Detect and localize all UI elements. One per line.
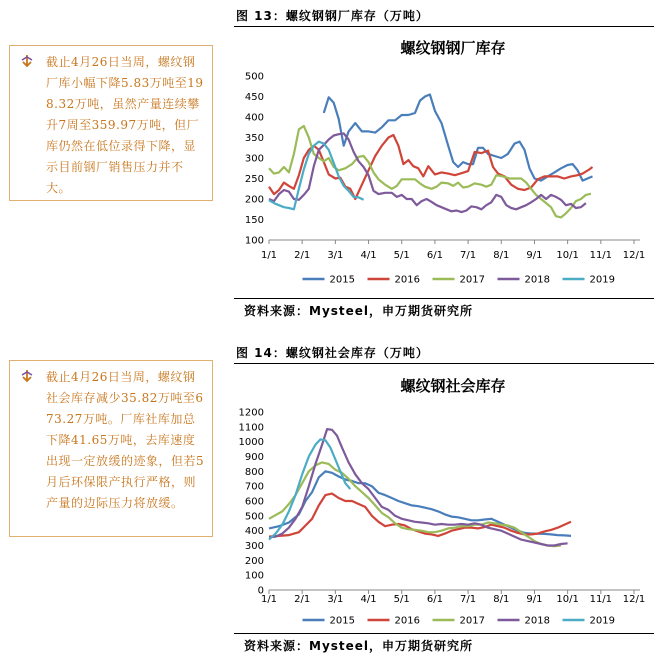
factory-inventory-chart xyxy=(234,28,654,296)
x-tick-label: 2/1 xyxy=(294,594,311,605)
legend-label-2018: 2018 xyxy=(524,615,550,627)
y-tick-label: 700 xyxy=(244,481,264,493)
y-tick-label: 250 xyxy=(244,174,264,185)
source-note-1: 资料来源：Mysteel，申万期货研究所 xyxy=(244,304,474,318)
x-tick-label: 12/1 xyxy=(622,250,646,261)
caption-rule-bottom-1 xyxy=(234,298,654,299)
bullet-icon xyxy=(20,54,34,68)
y-tick-label: 300 xyxy=(244,541,264,552)
y-tick-label: 200 xyxy=(244,555,264,567)
legend-label-2018: 2018 xyxy=(524,274,550,286)
series-line-2018 xyxy=(269,133,586,212)
y-tick-label: 1200 xyxy=(238,407,264,419)
legend-label-2019: 2019 xyxy=(589,615,615,627)
x-tick-label: 2/1 xyxy=(294,250,311,261)
legend-label-2015: 2015 xyxy=(329,274,355,286)
chart-title: 螺纹钢钢厂库存 xyxy=(400,39,506,57)
x-tick-label: 6/1 xyxy=(426,594,443,605)
note-box-1 xyxy=(9,45,213,201)
figure-caption-14: 图 14：螺纹钢社会库存（万吨） xyxy=(236,346,429,360)
y-tick-label: 350 xyxy=(244,133,264,144)
x-tick-label: 1/1 xyxy=(260,250,278,261)
y-tick-label: 450 xyxy=(244,92,264,103)
x-tick-label: 6/1 xyxy=(426,250,443,261)
series-line-2017 xyxy=(269,126,591,217)
y-tick-label: 800 xyxy=(244,466,264,478)
x-tick-label: 4/1 xyxy=(360,594,377,605)
series-line-2019 xyxy=(269,439,350,539)
y-tick-label: 500 xyxy=(244,511,264,523)
y-tick-label: 150 xyxy=(244,215,264,226)
y-tick-label: 600 xyxy=(244,496,264,508)
series-line-2015 xyxy=(269,471,571,536)
x-tick-label: 10/1 xyxy=(556,594,579,605)
y-tick-label: 100 xyxy=(244,235,264,247)
x-tick-label: 10/1 xyxy=(556,250,579,261)
bullet-icon xyxy=(20,369,34,383)
legend-label-2019: 2019 xyxy=(589,274,615,286)
x-tick-label: 11/1 xyxy=(589,594,613,605)
x-tick-label: 5/1 xyxy=(393,594,410,605)
y-tick-label: 400 xyxy=(244,112,264,124)
series-line-2019 xyxy=(269,142,364,210)
x-tick-label: 8/1 xyxy=(493,250,510,261)
note-box-2 xyxy=(9,360,213,537)
legend-label-2016: 2016 xyxy=(394,274,420,286)
note-text-2: 截止4月26日当周，螺纹钢社会库存减少35.82万吨至673.27万吨。厂库社库加总下降41.65万吨，去库速度出现一定放缓的迹象，但若5月后环保限产执行严格，则产量的边际压力将放缓。 xyxy=(46,370,205,510)
x-tick-label: 11/1 xyxy=(589,250,613,261)
x-tick-label: 7/1 xyxy=(460,250,477,261)
legend-label-2017: 2017 xyxy=(459,274,485,286)
y-tick-label: 400 xyxy=(244,526,264,538)
y-tick-label: 1100 xyxy=(238,422,264,434)
legend-label-2015: 2015 xyxy=(329,615,355,627)
x-tick-label: 5/1 xyxy=(393,250,410,261)
chart-title: 螺纹钢社会库存 xyxy=(400,377,506,395)
figure-caption-13: 图 13：螺纹钢钢厂库存（万吨） xyxy=(236,9,429,23)
legend-label-2017: 2017 xyxy=(459,615,485,627)
caption-rule-bottom-2 xyxy=(234,633,654,634)
y-tick-label: 300 xyxy=(244,153,264,165)
y-tick-label: 900 xyxy=(244,452,264,463)
y-tick-label: 1000 xyxy=(238,437,264,449)
x-tick-label: 12/1 xyxy=(622,594,646,605)
y-tick-label: 500 xyxy=(244,71,264,83)
x-tick-label: 1/1 xyxy=(260,594,278,605)
y-tick-label: 100 xyxy=(244,570,264,582)
x-tick-label: 9/1 xyxy=(526,250,543,261)
note-text-1: 截止4月26日当周，螺纹钢厂库小幅下降5.83万吨至198.32万吨，虽然产量连续攀升7周至359.97万吨，但厂库仍然在低位录得下降，显示目前钢厂销售压力并不大。 xyxy=(46,55,204,195)
x-tick-label: 3/1 xyxy=(327,594,344,605)
caption-rule-top-2 xyxy=(234,363,654,364)
legend-label-2016: 2016 xyxy=(394,615,420,627)
social-inventory-chart xyxy=(234,366,654,632)
x-tick-label: 4/1 xyxy=(360,250,377,261)
caption-rule-top-1 xyxy=(234,26,654,27)
x-tick-label: 7/1 xyxy=(460,594,477,605)
source-note-2: 资料来源：Mysteel，申万期货研究所 xyxy=(244,639,474,653)
y-tick-label: 200 xyxy=(244,194,264,206)
y-tick-label: 0 xyxy=(257,585,264,597)
x-tick-label: 9/1 xyxy=(526,594,543,605)
x-tick-label: 8/1 xyxy=(493,594,510,605)
x-tick-label: 3/1 xyxy=(327,250,344,261)
